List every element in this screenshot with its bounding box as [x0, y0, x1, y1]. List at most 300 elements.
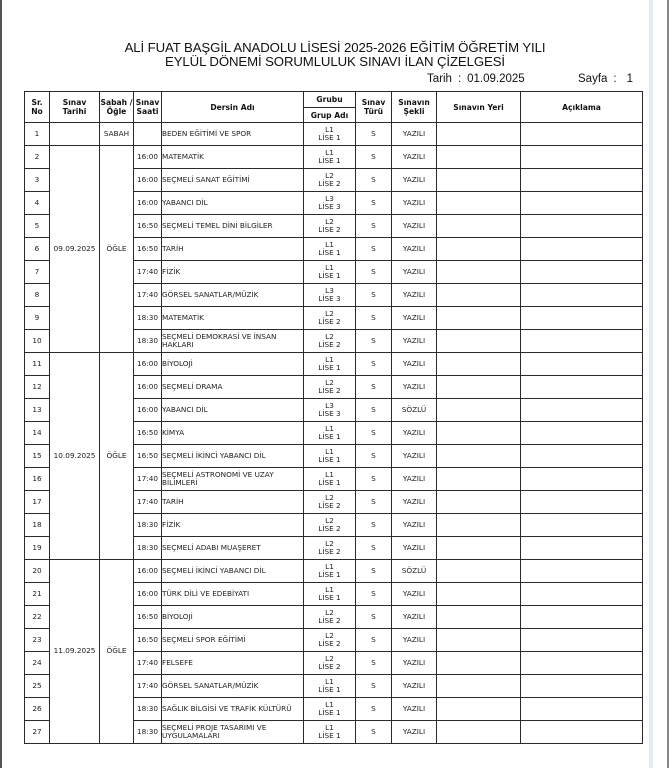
exam-session: ÖĞLE [100, 560, 134, 744]
exam-form: YAZILI [392, 491, 437, 514]
header-exam-place: Sınavın Yeri [437, 92, 521, 123]
group-code: L1 [325, 262, 334, 272]
row-number: 6 [25, 238, 50, 261]
exam-note [521, 169, 643, 192]
course-name: BİYOLOJİ [162, 353, 304, 376]
row-number: 16 [25, 468, 50, 491]
exam-form: YAZILI [392, 721, 437, 744]
group-code: L2 [325, 653, 334, 663]
group-name: LİSE 1 [318, 271, 341, 280]
exam-note [521, 445, 643, 468]
row-number: 4 [25, 192, 50, 215]
group-name: LİSE 1 [318, 570, 341, 579]
group-code: L2 [325, 308, 334, 318]
exam-place [437, 123, 521, 146]
group-code: L1 [325, 124, 334, 134]
exam-time: 17:40 [134, 261, 162, 284]
course-group [304, 514, 356, 537]
exam-place [437, 169, 521, 192]
exam-time: 16:00 [134, 192, 162, 215]
course-group [304, 491, 356, 514]
exam-note [521, 468, 643, 491]
exam-place [437, 284, 521, 307]
exam-note [521, 192, 643, 215]
group-code: L1 [325, 446, 334, 456]
exam-place [437, 629, 521, 652]
course-group [304, 330, 356, 353]
exam-place [437, 698, 521, 721]
exam-time: 18:30 [134, 698, 162, 721]
exam-note [521, 307, 643, 330]
exam-time: 18:30 [134, 307, 162, 330]
exam-place [437, 330, 521, 353]
exam-type: S [356, 652, 392, 675]
exam-type: S [356, 146, 392, 169]
course-group [304, 422, 356, 445]
exam-place [437, 721, 521, 744]
exam-place [437, 675, 521, 698]
header-note: Açıklama [521, 92, 643, 123]
group-name: LİSE 1 [318, 478, 341, 487]
course-name: BİYOLOJİ [162, 606, 304, 629]
group-name: LİSE 1 [318, 731, 341, 740]
group-name: LİSE 2 [318, 225, 341, 234]
exam-type: S [356, 514, 392, 537]
exam-session: SABAH [100, 123, 134, 146]
row-number: 18 [25, 514, 50, 537]
row-number: 3 [25, 169, 50, 192]
course-name: SEÇMELİ SANAT EĞİTİMİ [162, 169, 304, 192]
exam-place [437, 238, 521, 261]
row-number: 2 [25, 146, 50, 169]
group-code: L3 [325, 285, 334, 295]
group-name: LİSE 1 [318, 156, 341, 165]
exam-form: SÖZLÜ [392, 560, 437, 583]
course-name: MATEMATİK [162, 146, 304, 169]
course-group [304, 146, 356, 169]
row-number: 20 [25, 560, 50, 583]
row-number: 1 [25, 123, 50, 146]
exam-form: YAZILI [392, 445, 437, 468]
exam-time: 18:30 [134, 514, 162, 537]
group-code: L1 [325, 423, 334, 433]
exam-type: S [356, 422, 392, 445]
course-group [304, 215, 356, 238]
course-name: TARİH [162, 238, 304, 261]
course-name: MATEMATİK [162, 307, 304, 330]
exam-type: S [356, 583, 392, 606]
exam-time: 18:30 [134, 330, 162, 353]
header-exam-type: Sınav Türü [356, 92, 392, 123]
group-code: L2 [325, 607, 334, 617]
exam-note [521, 491, 643, 514]
exam-time: 16:50 [134, 629, 162, 652]
exam-type: S [356, 238, 392, 261]
exam-place [437, 422, 521, 445]
group-code: L1 [325, 584, 334, 594]
group-name: LİSE 2 [318, 662, 341, 671]
course-group [304, 698, 356, 721]
course-group [304, 675, 356, 698]
group-code: L2 [325, 170, 334, 180]
course-group [304, 399, 356, 422]
exam-form: YAZILI [392, 629, 437, 652]
course-group [304, 123, 356, 146]
header-sr-no: Sr. No [25, 92, 50, 123]
document-title: ALİ FUAT BAŞGİL ANADOLU LİSESİ 2025-2026 EĞİTİM ÖĞRETİM YILI [124, 40, 546, 55]
exam-form: YAZILI [392, 330, 437, 353]
row-number: 5 [25, 215, 50, 238]
exam-note [521, 399, 643, 422]
row-number: 23 [25, 629, 50, 652]
course-group [304, 629, 356, 652]
exam-form: YAZILI [392, 307, 437, 330]
group-code: L2 [325, 515, 334, 525]
exam-note [521, 698, 643, 721]
exam-type: S [356, 698, 392, 721]
row-number: 10 [25, 330, 50, 353]
group-name: LİSE 3 [318, 202, 341, 211]
course-group [304, 583, 356, 606]
exam-type: S [356, 123, 392, 146]
header-group-name: Grup Adı [304, 108, 356, 123]
group-name: LİSE 3 [318, 409, 341, 418]
course-group [304, 560, 356, 583]
course-group [304, 353, 356, 376]
group-code: L2 [325, 492, 334, 502]
exam-note [521, 238, 643, 261]
course-group [304, 192, 356, 215]
exam-type: S [356, 399, 392, 422]
group-name: LİSE 1 [318, 455, 341, 464]
exam-note [521, 560, 643, 583]
document-date [427, 73, 525, 85]
exam-type: S [356, 560, 392, 583]
course-name: TÜRK DİLİ VE EDEBİYATI [162, 583, 304, 606]
exam-place [437, 353, 521, 376]
page-label: Sayfa [578, 73, 608, 85]
exam-place [437, 560, 521, 583]
group-name: LİSE 2 [318, 639, 341, 648]
exam-type: S [356, 376, 392, 399]
group-code: L3 [325, 400, 334, 410]
page-right-edge [667, 0, 669, 768]
course-name: SEÇMELİ ADABI MUAŞERET [162, 537, 304, 560]
page-right-shadow [649, 0, 653, 768]
document-page [578, 73, 633, 85]
group-code: L2 [325, 216, 334, 226]
group-name: LİSE 2 [318, 340, 341, 349]
exam-place [437, 606, 521, 629]
group-name: LİSE 3 [318, 294, 341, 303]
exam-note [521, 514, 643, 537]
row-number: 19 [25, 537, 50, 560]
group-name: LİSE 1 [318, 248, 341, 257]
exam-form: YAZILI [392, 675, 437, 698]
exam-time: 16:50 [134, 606, 162, 629]
exam-date: 10.09.2025 [50, 353, 100, 560]
course-name: SEÇMELİ ASTRONOMİ VE UZAY BİLİMLERİ [162, 468, 304, 491]
exam-date [50, 123, 100, 146]
exam-form: YAZILI [392, 606, 437, 629]
group-code: L1 [325, 239, 334, 249]
exam-type: S [356, 537, 392, 560]
exam-form: YAZILI [392, 169, 437, 192]
group-code: L1 [325, 354, 334, 364]
exam-note [521, 261, 643, 284]
date-label: Tarih [427, 73, 452, 85]
exam-time: 16:00 [134, 376, 162, 399]
exam-place [437, 307, 521, 330]
course-name: TARİH [162, 491, 304, 514]
table-row [25, 123, 643, 146]
exam-place [437, 652, 521, 675]
exam-time: 16:00 [134, 399, 162, 422]
exam-note [521, 215, 643, 238]
exam-time: 17:40 [134, 468, 162, 491]
group-code: L1 [325, 722, 334, 732]
course-group [304, 537, 356, 560]
row-number: 24 [25, 652, 50, 675]
exam-type: S [356, 330, 392, 353]
group-code: L2 [325, 377, 334, 387]
group-name: LİSE 1 [318, 432, 341, 441]
exam-note [521, 353, 643, 376]
row-number: 15 [25, 445, 50, 468]
exam-time: 16:00 [134, 583, 162, 606]
course-group [304, 238, 356, 261]
group-code: L2 [325, 630, 334, 640]
exam-type: S [356, 445, 392, 468]
group-name: LİSE 1 [318, 708, 341, 717]
exam-place [437, 583, 521, 606]
exam-note [521, 583, 643, 606]
exam-time [134, 123, 162, 146]
exam-type: S [356, 261, 392, 284]
exam-note [521, 721, 643, 744]
header-session: Sabah / Öğle [100, 92, 134, 123]
exam-time: 16:50 [134, 238, 162, 261]
row-number: 11 [25, 353, 50, 376]
course-name: GÖRSEL SANATLAR/MÜZİK [162, 675, 304, 698]
exam-time: 16:50 [134, 215, 162, 238]
exam-type: S [356, 307, 392, 330]
row-number: 9 [25, 307, 50, 330]
exam-note [521, 123, 643, 146]
exam-note [521, 629, 643, 652]
course-name: SEÇMELİ DRAMA [162, 376, 304, 399]
date-value: 01.09.2025 [467, 73, 525, 85]
exam-place [437, 399, 521, 422]
group-name: LİSE 1 [318, 593, 341, 602]
row-number: 22 [25, 606, 50, 629]
exam-note [521, 146, 643, 169]
exam-schedule-table [24, 91, 643, 744]
exam-time: 18:30 [134, 537, 162, 560]
exam-note [521, 675, 643, 698]
row-number: 8 [25, 284, 50, 307]
header-exam-time: Sınav Saati [134, 92, 162, 123]
course-group [304, 721, 356, 744]
exam-time: 16:50 [134, 422, 162, 445]
exam-form: YAZILI [392, 284, 437, 307]
exam-type: S [356, 468, 392, 491]
group-code: L2 [325, 538, 334, 548]
exam-form: SÖZLÜ [392, 399, 437, 422]
course-name: SEÇMELİ SPOR EĞİTİMİ [162, 629, 304, 652]
row-number: 25 [25, 675, 50, 698]
exam-time: 16:00 [134, 146, 162, 169]
course-group [304, 606, 356, 629]
exam-schedule-body [25, 123, 643, 744]
exam-session: ÖĞLE [100, 146, 134, 353]
row-number: 14 [25, 422, 50, 445]
exam-type: S [356, 215, 392, 238]
table-row [25, 146, 643, 169]
group-name: LİSE 1 [318, 363, 341, 372]
exam-type: S [356, 192, 392, 215]
exam-form: YAZILI [392, 583, 437, 606]
exam-note [521, 652, 643, 675]
course-name: SEÇMELİ DEMOKRASİ VE İNSAN HAKLARI [162, 330, 304, 353]
exam-time: 16:50 [134, 445, 162, 468]
exam-place [437, 491, 521, 514]
exam-time: 16:00 [134, 353, 162, 376]
exam-place [437, 468, 521, 491]
group-name: LİSE 2 [318, 524, 341, 533]
exam-form: YAZILI [392, 652, 437, 675]
group-code: L1 [325, 469, 334, 479]
group-name: LİSE 2 [318, 179, 341, 188]
group-code: L1 [325, 561, 334, 571]
exam-form: YAZILI [392, 123, 437, 146]
exam-place [437, 215, 521, 238]
group-name: LİSE 2 [318, 547, 341, 556]
group-name: LİSE 2 [318, 386, 341, 395]
exam-place [437, 146, 521, 169]
course-name: YABANCI DİL [162, 192, 304, 215]
course-group [304, 284, 356, 307]
exam-note [521, 376, 643, 399]
course-group [304, 652, 356, 675]
exam-time: 17:40 [134, 284, 162, 307]
table-row [25, 353, 643, 376]
exam-note [521, 606, 643, 629]
header-group: Grubu [304, 92, 356, 108]
exam-time: 16:00 [134, 169, 162, 192]
group-code: L2 [325, 331, 334, 341]
course-name: FELSEFE [162, 652, 304, 675]
exam-form: YAZILI [392, 514, 437, 537]
group-code: L1 [325, 676, 334, 686]
course-name: FİZİK [162, 514, 304, 537]
exam-place [437, 445, 521, 468]
exam-place [437, 514, 521, 537]
course-name: YABANCI DİL [162, 399, 304, 422]
row-number: 21 [25, 583, 50, 606]
exam-form: YAZILI [392, 468, 437, 491]
exam-date: 11.09.2025 [50, 560, 100, 744]
row-number: 26 [25, 698, 50, 721]
row-number: 27 [25, 721, 50, 744]
row-number: 17 [25, 491, 50, 514]
page-number: 1 [626, 73, 634, 85]
group-name: LİSE 2 [318, 317, 341, 326]
course-name: SEÇMELİ TEMEL DİNİ BİLGİLER [162, 215, 304, 238]
course-name: FİZİK [162, 261, 304, 284]
group-name: LİSE 2 [318, 616, 341, 625]
exam-type: S [356, 721, 392, 744]
exam-form: YAZILI [392, 422, 437, 445]
header-course-name: Dersin Adı [162, 92, 304, 123]
course-name: SEÇMELİ PROJE TASARIMI VE UYGULAMALARI [162, 721, 304, 744]
course-group [304, 307, 356, 330]
group-name: LİSE 1 [318, 685, 341, 694]
date-separator: : [457, 73, 462, 85]
course-group [304, 376, 356, 399]
exam-type: S [356, 169, 392, 192]
exam-time: 17:40 [134, 652, 162, 675]
exam-note [521, 330, 643, 353]
exam-form: YAZILI [392, 146, 437, 169]
exam-place [437, 261, 521, 284]
exam-form: YAZILI [392, 192, 437, 215]
course-name: SAĞLIK BİLGİSİ VE TRAFİK KÜLTÜRÜ [162, 698, 304, 721]
page-left-edge [0, 0, 2, 768]
exam-type: S [356, 491, 392, 514]
exam-form: YAZILI [392, 353, 437, 376]
exam-type: S [356, 353, 392, 376]
header-exam-date: Sınav Tarihi [50, 92, 100, 123]
course-name: KİMYA [162, 422, 304, 445]
exam-place [437, 192, 521, 215]
exam-form: YAZILI [392, 238, 437, 261]
group-code: L3 [325, 193, 334, 203]
exam-type: S [356, 629, 392, 652]
course-name: SEÇMELİ İKİNCİ YABANCI DİL [162, 445, 304, 468]
course-group [304, 468, 356, 491]
course-name: SEÇMELİ İKİNCİ YABANCI DİL [162, 560, 304, 583]
document-subtitle: EYLÜL DÖNEMİ SORUMLULUK SINAVI İLAN ÇİZELGESİ [165, 54, 505, 69]
exam-note [521, 422, 643, 445]
exam-type: S [356, 284, 392, 307]
group-code: L1 [325, 699, 334, 709]
exam-time: 16:00 [134, 560, 162, 583]
course-name: BEDEN EĞİTİMİ VE SPOR [162, 123, 304, 146]
exam-type: S [356, 675, 392, 698]
exam-time: 17:40 [134, 675, 162, 698]
exam-form: YAZILI [392, 261, 437, 284]
row-number: 13 [25, 399, 50, 422]
table-row [25, 560, 643, 583]
exam-place [437, 376, 521, 399]
exam-time: 18:30 [134, 721, 162, 744]
exam-place [437, 537, 521, 560]
row-number: 7 [25, 261, 50, 284]
row-number: 12 [25, 376, 50, 399]
course-group [304, 445, 356, 468]
header-exam-form: Sınavın Şekli [392, 92, 437, 123]
exam-form: YAZILI [392, 537, 437, 560]
group-name: LİSE 1 [318, 133, 341, 142]
page-separator: : [613, 73, 617, 85]
exam-date: 09.09.2025 [50, 146, 100, 353]
exam-time: 17:40 [134, 491, 162, 514]
exam-session: ÖĞLE [100, 353, 134, 560]
group-name: LİSE 2 [318, 501, 341, 510]
group-code: L1 [325, 147, 334, 157]
exam-form: YAZILI [392, 376, 437, 399]
